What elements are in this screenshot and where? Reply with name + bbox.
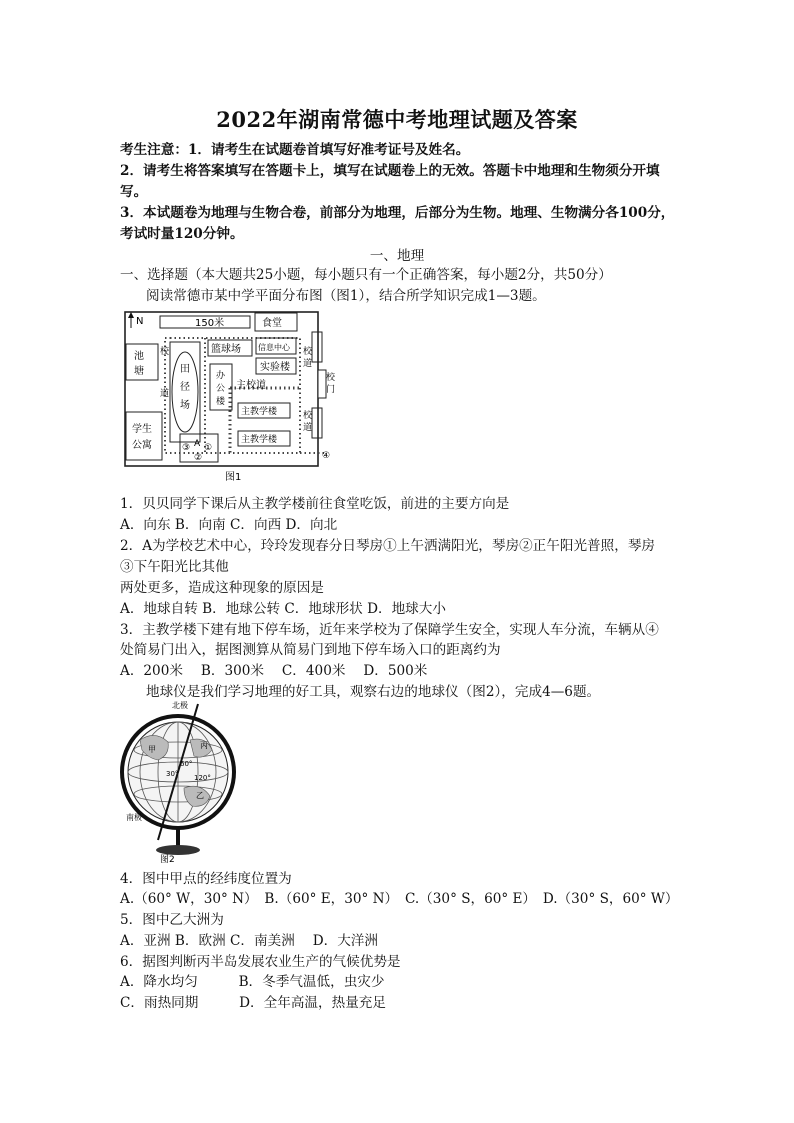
main-building-2: 主教学楼 [241, 435, 278, 445]
lab-label: 实验楼 [260, 362, 290, 373]
question-2-options: A．地球自转 B．地球公转 C．地球形状 D．地球大小 [120, 601, 446, 617]
question-4: 4．图中甲点的经纬度位置为 [120, 871, 292, 887]
continent-yi-label: 乙 [196, 791, 204, 800]
lat-30-label: 30° [166, 770, 179, 778]
left-road-label-2: 道 [160, 389, 170, 399]
pond-label-a: 池 [134, 351, 144, 362]
question-5: 5．图中乙大洲为 [120, 912, 224, 928]
notice-line-2b: 写。 [120, 184, 148, 200]
gate-label-2: 门 [326, 385, 336, 395]
north-pole-label: 北极 [172, 701, 188, 710]
track-label-1: 田 [180, 364, 190, 375]
part-title: 一、选择题（本大题共25小题，每小题只有一个正确答案，每小题2分，共50分） [120, 267, 612, 283]
question-6-options-c: C．雨热同期 D．全年高温，热量充足 [120, 995, 386, 1011]
notice-line-1: 考生注意：1．请考生在试题卷首填写好准考证号及姓名。 [120, 142, 470, 158]
lon-60-label: 60° [180, 760, 193, 768]
basketball-label: 篮球场 [211, 344, 241, 355]
figure-1-caption: 图1 [225, 472, 242, 483]
question-5-options: A．亚洲 B．欧洲 C．南美洲 D．大洋洲 [120, 933, 378, 949]
area-a-label: A [194, 439, 201, 449]
canteen-label: 食堂 [262, 318, 282, 329]
question-2c: 两处更多，造成这种现象的原因是 [120, 580, 324, 596]
main-building-1: 主教学楼 [241, 407, 278, 417]
question-3-options: A．200米 B．300米 C．400米 D．500米 [120, 663, 428, 679]
notice-line-2: 2．请考生将答案填写在答题卡上，填写在试题卷上的无效。答题卡中地理和生物须分开填 [120, 163, 660, 179]
figure-2-globe [120, 700, 240, 865]
marker-1: ① [204, 443, 213, 453]
intro-2: 地球仪是我们学习地理的好工具，观察右边的地球仪（图2），完成4—6题。 [146, 684, 601, 700]
left-road-label-1: 校 [160, 347, 170, 357]
question-4-options: A.（60° W，30° N） B.（60° E，30° N） C.（30° S，60° E） D.（30° S，60° W） [120, 891, 679, 907]
marker-3: ③ [182, 443, 191, 453]
notice-line-3: 3．本试题卷为地理与生物合卷，前部分为地理，后部分为生物。地理、生物满分各100分， [120, 205, 675, 221]
question-2: 2．A为学校艺术中心，玲玲发现春分日琴房①上午洒满阳光，琴房②正午阳光普照，琴房 [120, 538, 656, 554]
lon-120-label: 120° [194, 774, 211, 782]
main-road-label: 主校道 [236, 380, 266, 391]
gate-label-1: 校 [326, 373, 336, 383]
office-label-1: 办 [216, 371, 226, 381]
section-title: 一、地理 [369, 248, 425, 264]
question-3b: 处简易门出入，据图测算从简易门到地下停车场入口的距离约为 [120, 642, 501, 658]
question-3: 3．主教学楼下建有地下停车场，近年来学校为了保障学生安全，实现人车分流，车辆从④ [120, 622, 659, 638]
question-1-options: A．向东 B．向南 C．向西 D．向北 [120, 517, 338, 533]
track-label-3: 场 [180, 400, 190, 411]
office-label-2: 公 [216, 384, 226, 394]
page-title: 2022年湖南常德中考地理试题及答案 [216, 107, 578, 132]
marker-4: ④ [322, 451, 331, 461]
info-center-label: 信息中心 [258, 343, 290, 352]
right-road-label-2: 道 [303, 359, 313, 369]
office-label-3: 楼 [216, 397, 226, 407]
question-2b: ③下午阳光比其他 [120, 559, 229, 575]
dorm-label-a: 学生 [132, 424, 152, 435]
question-1: 1．贝贝同学下课后从主教学楼前往食堂吃饭，前进的主要方向是 [120, 496, 510, 512]
peninsula-bing-label: 丙 [200, 741, 208, 750]
right-road-label-1: 校 [303, 347, 313, 357]
dorm-label-b: 公寓 [132, 440, 152, 451]
south-pole-label: 南极 [126, 813, 142, 822]
figure-1-school-map [120, 308, 340, 484]
notice-line-3b: 考试时量120分钟。 [120, 226, 244, 242]
scale-label: 150米 [195, 318, 225, 329]
right-road-label-3: 校 [303, 411, 313, 421]
point-jia-label: 甲 [148, 745, 156, 754]
question-6: 6．据图判断丙半岛发展农业生产的气候优势是 [120, 954, 401, 970]
right-road-label-4: 道 [303, 423, 313, 433]
north-label: N [136, 316, 144, 327]
question-6-options-a: A．降水均匀 B．冬季气温低，虫灾少 [120, 974, 385, 990]
intro-1: 阅读常德市某中学平面分布图（图1），结合所学知识完成1—3题。 [146, 288, 546, 304]
track-label-2: 径 [180, 382, 190, 393]
figure-2-caption: 图2 [160, 855, 175, 865]
marker-2: ② [194, 453, 203, 463]
pond-label-b: 塘 [134, 366, 144, 377]
